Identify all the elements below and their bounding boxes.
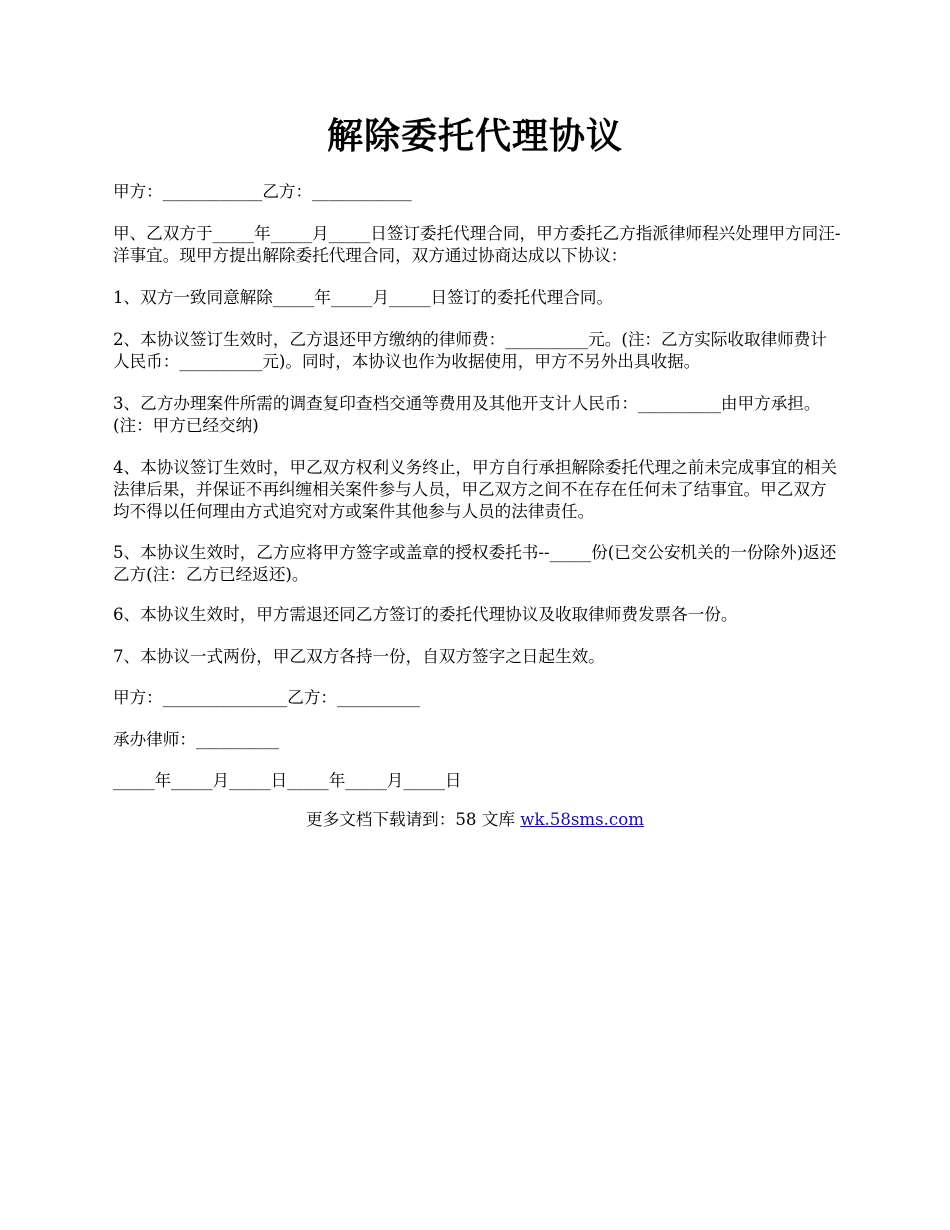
clause-1: 1、双方一致同意解除_____年_____月_____日签订的委托代理合同。 [113, 288, 614, 307]
date-line: _____年_____月_____日_____年_____月_____日 [113, 771, 462, 790]
clause-7: 7、本协议一式两份，甲乙双方各持一份，自双方签字之日起生效。 [113, 647, 605, 666]
footer-link[interactable]: wk.58sms.com [520, 810, 644, 829]
document-title: 解除委托代理协议 [326, 115, 623, 157]
footer [0, 808, 950, 832]
clause-2: 2、本协议签订生效时，乙方退还甲方缴纳的律师费：__________元。(注：乙方实际收取律师费计人民币：__________元)。同时，本协议也作为收据使用，甲方不另外出具收据。 [113, 330, 827, 371]
clause-6: 6、本协议生效时，甲方需退还同乙方签订的委托代理协议及收取律师费发票各一份。 [113, 605, 738, 624]
parties-line: 甲方：____________乙方：____________ [113, 182, 412, 201]
clause-4: 4、本协议签订生效时，甲乙双方权利义务终止，甲方自行承担解除委托代理之前未完成事宜的相关法律后果，并保证不再纠缠相关案件参与人员，甲乙双方之间不在存在任何未了结事宜。甲乙双方均不得以任何理由方式追究对方或案件其他参与人员的法律责任。 [113, 458, 838, 521]
clause-5: 5、本协议生效时，乙方应将甲方签字或盖章的授权委托书--_____份(已交公安机关的一份除外)返还乙方(注：乙方已经返还)。 [113, 543, 837, 584]
intro-paragraph: 甲、乙双方于_____年_____月_____日签订委托代理合同，甲方委托乙方指派律师程兴处理甲方同汪-洋事宜。现甲方提出解除委托代理合同，双方通过协商达成以下协议： [113, 224, 841, 265]
clause-3: 3、乙方办理案件所需的调查复印查档交通等费用及其他开支计人民币：__________由甲方承担。(注：甲方已经交纳) [113, 394, 821, 435]
signature-line: 甲方：_______________乙方：__________ [113, 688, 420, 707]
footer-text: 更多文档下载请到：58 文库 [306, 810, 521, 829]
lawyer-line: 承办律师：__________ [113, 730, 279, 749]
